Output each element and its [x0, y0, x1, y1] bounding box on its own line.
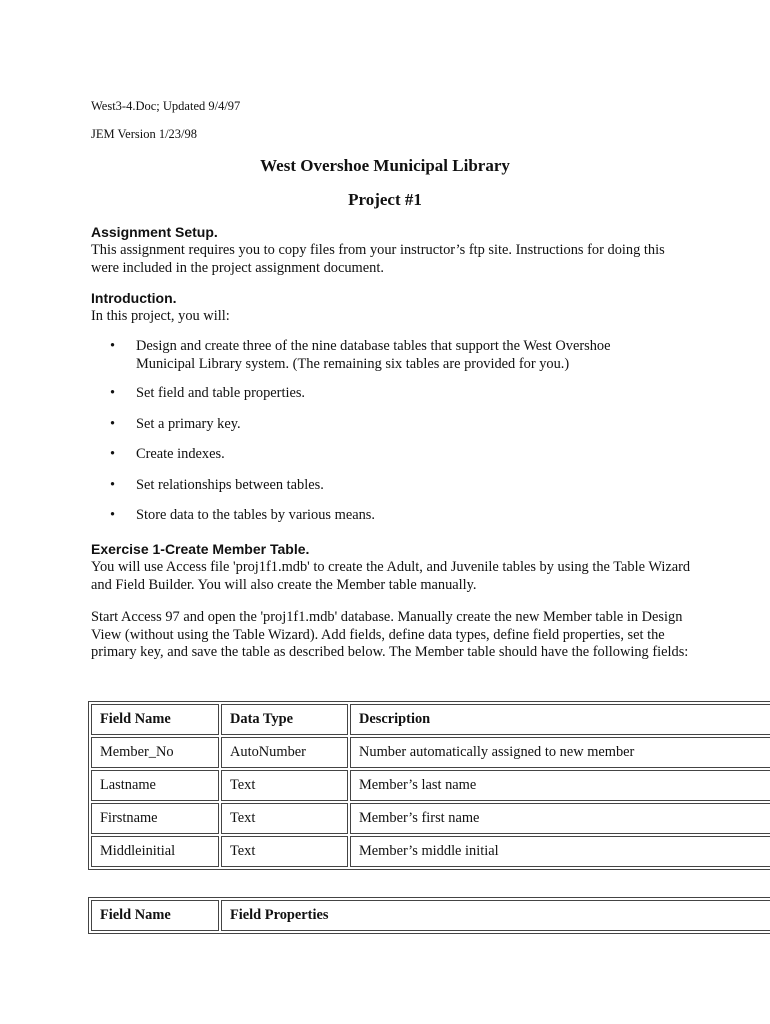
version-line: JEM Version 1/23/98	[91, 127, 198, 141]
table-cell: Text	[221, 770, 348, 801]
table-cell: Text	[221, 803, 348, 834]
table-header-row	[91, 704, 770, 735]
introduction-text: In this project, you will:	[91, 308, 230, 324]
table-row	[91, 803, 770, 834]
task-bullet-list	[107, 338, 667, 525]
exercise-paragraph-2: Start Access 97 and open the 'proj1f1.mdb' database. Manually create the new Member table in Design View (without using the Table Wizard). Add fields, define data types, define field properties, set the primary key, and save the table as described below. The Member table should have the following fields:	[91, 609, 689, 660]
bullet-icon: •	[110, 507, 116, 523]
document-title: West Overshoe Municipal Library	[260, 156, 510, 175]
assignment-text: This assignment requires you to copy files from your instructor’s ftp site. Instructions for doing this were included in the project assignment document.	[91, 242, 665, 276]
table-row	[91, 770, 770, 801]
table-cell: Middleinitial	[91, 836, 219, 867]
column-header: Field Properties	[221, 900, 770, 931]
table-cell: Number automatically assigned to new member	[350, 737, 770, 768]
table-row	[91, 836, 770, 867]
bullet-item: • Store data to the tables by various means.	[110, 507, 375, 523]
table-cell: Text	[221, 836, 348, 867]
table-cell: Member’s first name	[350, 803, 770, 834]
fields-table	[88, 701, 770, 870]
bullet-icon: •	[110, 415, 116, 432]
table-cell: Member’s middle initial	[350, 836, 770, 867]
table-cell: Member_No	[91, 737, 219, 768]
assignment-heading: Assignment Setup.	[91, 224, 218, 240]
exercise-heading: Exercise 1-Create Member Table.	[91, 541, 310, 557]
column-header: Data Type	[221, 704, 348, 735]
bullet-icon: •	[110, 385, 116, 401]
bullet-icon: •	[110, 476, 116, 493]
bullet-icon: •	[110, 338, 116, 354]
exercise-paragraph-1: You will use Access file 'proj1f1.mdb' to create the Adult, and Juvenile tables by using the Table Wizard and Field Builder. You will also create the Member table manually.	[91, 559, 691, 593]
table-header-row	[91, 900, 770, 931]
table-cell: AutoNumber	[221, 737, 348, 768]
bullet-item: • Set field and table properties.	[110, 385, 306, 401]
project-title: Project #1	[348, 190, 422, 209]
table-cell: Member’s last name	[350, 770, 770, 801]
table-row	[91, 737, 770, 768]
introduction-heading: Introduction.	[91, 290, 177, 306]
column-header: Field Name	[91, 704, 219, 735]
bullet-item: • Set relationships between tables.	[110, 476, 324, 493]
doc-file-line: West3-4.Doc; Updated 9/4/97	[91, 99, 241, 113]
column-header: Description	[350, 704, 770, 735]
table-cell: Firstname	[91, 803, 219, 834]
bullet-item: • Design and create three of the nine database tables that support the West Overshoe Municipal Library system. (The remaining six tables are provided for you.)	[110, 338, 611, 372]
column-header: Field Name	[91, 900, 219, 931]
bullet-item: • Set a primary key.	[110, 415, 241, 432]
table-cell: Lastname	[91, 770, 219, 801]
bullet-icon: •	[110, 446, 116, 462]
bullet-item: • Create indexes.	[110, 446, 225, 462]
field-properties-table	[88, 897, 770, 934]
